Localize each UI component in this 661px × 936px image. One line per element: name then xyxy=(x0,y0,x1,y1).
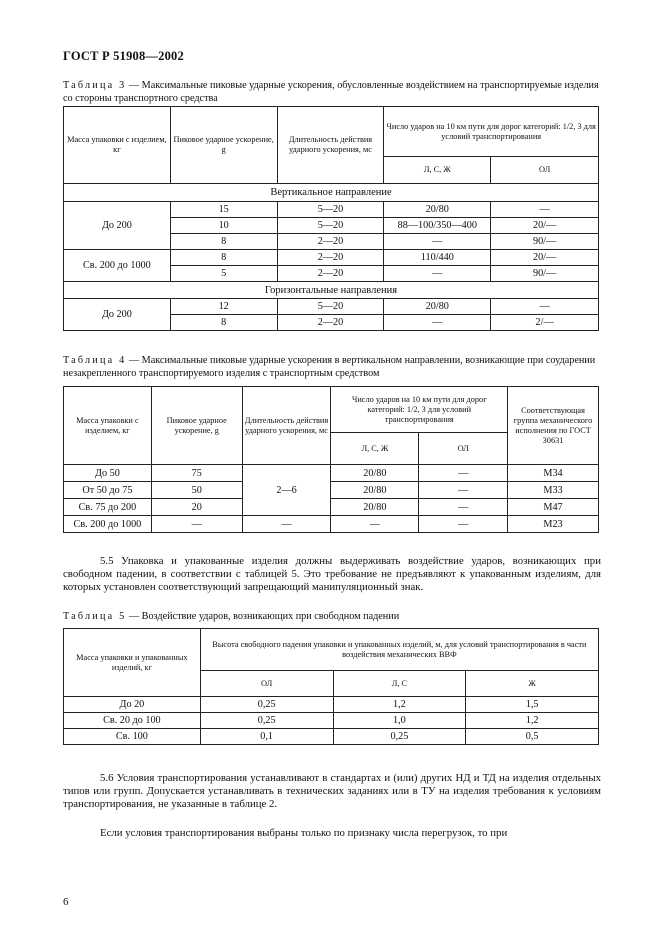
table-cell: 90/— xyxy=(491,234,599,250)
table-cell: — xyxy=(419,499,508,516)
table-cell: — xyxy=(419,465,508,482)
table-cell: До 50 xyxy=(64,465,152,482)
table-cell: 20/80 xyxy=(331,482,419,499)
table-cell: До 20 xyxy=(64,697,201,713)
table3-caption-label: Таблица 3 xyxy=(63,80,127,91)
table3-section-vertical: Вертикальное направление xyxy=(64,184,599,202)
table-cell: 1,0 xyxy=(333,713,466,729)
table5-header-mass: Масса упаковки и упакованных изделий, кг xyxy=(64,629,201,697)
document-header: ГОСТ Р 51908—2002 xyxy=(63,49,184,63)
table-cell: — xyxy=(491,299,599,315)
table-cell: Св. 200 до 1000 xyxy=(64,516,152,533)
table-cell: 5—20 xyxy=(277,202,384,218)
table3-caption-text: — Максимальные пиковые ударные ускорения, обусловленные воздействием на транспортируемые изделия со стороны транспортного средства xyxy=(63,80,599,104)
table-cell: — xyxy=(384,266,491,282)
table5-caption xyxy=(63,611,603,624)
table-cell: 20/80 xyxy=(331,499,419,516)
table4-header-duration: Длительность действия ударного ускорения, мс xyxy=(242,387,331,465)
table-cell: М47 xyxy=(508,499,599,516)
table-cell: — xyxy=(491,202,599,218)
table-cell: 20 xyxy=(151,499,242,516)
table-cell: 8 xyxy=(170,234,277,250)
table3 xyxy=(63,106,599,331)
table-cell: 5 xyxy=(170,266,277,282)
table4-duration-merged: 2—6 xyxy=(242,465,331,516)
table-cell: 75 xyxy=(151,465,242,482)
table5-caption-text: — Воздействие ударов, возникающих при свободном падении xyxy=(126,611,400,622)
table4-header-peak: Пиковое ударное ускорение, g xyxy=(151,387,242,465)
table-cell: 8 xyxy=(170,250,277,266)
table-cell: 20/80 xyxy=(384,299,491,315)
table-cell: 5—20 xyxy=(277,218,384,234)
table-cell: 90/— xyxy=(491,266,599,282)
table4-caption xyxy=(63,355,603,380)
table-cell: 0,25 xyxy=(333,729,466,745)
table-cell: 1,2 xyxy=(466,713,599,729)
table-cell: 0,5 xyxy=(466,729,599,745)
table4-caption-text: — Максимальные пиковые ударные ускорения в вертикальном направлении, возникающие при соударении незакрепленного транспортируемого изделия с транспортным средством xyxy=(63,355,596,379)
table5-header-j: Ж xyxy=(466,671,599,697)
table3-header-lsj: Л, С, Ж xyxy=(384,157,491,184)
page-number: 6 xyxy=(63,896,69,908)
table-cell: 15 xyxy=(170,202,277,218)
table3-caption xyxy=(63,80,603,105)
table3-section-horizontal: Горизонтальные направления xyxy=(64,282,599,299)
table4-header-group: Соответствующая группа механического исполнения по ГОСТ 30631 xyxy=(508,387,599,465)
table-cell: 0,1 xyxy=(200,729,333,745)
table-cell: 2—20 xyxy=(277,315,384,331)
table-cell: 50 xyxy=(151,482,242,499)
table-cell: 2—20 xyxy=(277,250,384,266)
paragraph-5-5: 5.5 Упаковка и упакованные изделия должны выдерживать воздействие ударов, возникающих при свободном падении, в соответствии с таблицей 5. Это требование не предъявляют к упакованным изделиям, для которых установлен соответствующий запрещающий манипуляционный знак. xyxy=(63,555,601,594)
table-cell: — xyxy=(151,516,242,533)
table-cell: Св. 100 xyxy=(64,729,201,745)
table-cell: 88—100/350—400 xyxy=(384,218,491,234)
table-cell: — xyxy=(419,516,508,533)
table4 xyxy=(63,386,599,533)
table-cell: Св. 200 до 1000 xyxy=(64,250,171,282)
table-cell: — xyxy=(331,516,419,533)
table-cell: 5—20 xyxy=(277,299,384,315)
table4-header-mass: Масса упаковки с изделием, кг xyxy=(64,387,152,465)
table4-caption-label: Таблица 4 xyxy=(63,355,127,366)
table5-header-height: Высота свободного падения упаковки и упакованных изделий, м, для условий транспортирования в части воздействия механических ВВФ xyxy=(200,629,598,671)
table-cell: Св. 75 до 200 xyxy=(64,499,152,516)
table-cell: 2/— xyxy=(491,315,599,331)
table4-header-lsj: Л, С, Ж xyxy=(331,433,419,465)
table-cell: 10 xyxy=(170,218,277,234)
table5-header-ls: Л, С xyxy=(333,671,466,697)
table5 xyxy=(63,628,599,745)
table3-header-peak: Пиковое ударное ускорение, g xyxy=(170,107,277,184)
table-cell: — xyxy=(242,516,331,533)
table5-caption-label: Таблица 5 xyxy=(63,611,127,622)
table-cell: — xyxy=(384,234,491,250)
table-cell: 0,25 xyxy=(200,697,333,713)
table-cell: 110/440 xyxy=(384,250,491,266)
table-cell: До 200 xyxy=(64,202,171,250)
table-cell: 8 xyxy=(170,315,277,331)
table-cell: 20/— xyxy=(491,250,599,266)
paragraph-5-6: 5.6 Условия транспортирования устанавливают в стандартах и (или) других НД и ТД на изделия отдельных типов или групп. Допускается устанавливать в технических заданиях или в ТУ на изделия требования к условиям транспортирования, не указанные в таблице 2. xyxy=(63,772,601,811)
table-cell: 20/80 xyxy=(331,465,419,482)
table-cell: Св. 20 до 100 xyxy=(64,713,201,729)
table-cell: М34 xyxy=(508,465,599,482)
table-cell: 2—20 xyxy=(277,266,384,282)
table-cell: 1,2 xyxy=(333,697,466,713)
paragraph-continuation: Если условия транспортирования выбраны только по признаку числа перегрузок, то при xyxy=(100,827,508,839)
table-cell: М33 xyxy=(508,482,599,499)
table4-header-count: Число ударов на 10 км пути для дорог категорий: 1/2, 3 для условий транспортирования xyxy=(331,387,508,433)
table-cell: 12 xyxy=(170,299,277,315)
table-cell: — xyxy=(419,482,508,499)
table-cell: 20/— xyxy=(491,218,599,234)
table-cell: 20/80 xyxy=(384,202,491,218)
table-cell: 2—20 xyxy=(277,234,384,250)
table5-header-ol: ОЛ xyxy=(200,671,333,697)
table-cell: До 200 xyxy=(64,299,171,331)
table-cell: М23 xyxy=(508,516,599,533)
table3-header-count: Число ударов на 10 км пути для дорог категорий: 1/2, 3 для условий транспортирования xyxy=(384,107,599,157)
table3-header-mass: Масса упаковки с изделием, кг xyxy=(64,107,171,184)
table3-header-duration: Длительность действия ударного ускорения, мс xyxy=(277,107,384,184)
table3-header-ol: ОЛ xyxy=(491,157,599,184)
table4-header-ol: ОЛ xyxy=(419,433,508,465)
table-cell: 0,25 xyxy=(200,713,333,729)
table-cell: 1,5 xyxy=(466,697,599,713)
table-cell: — xyxy=(384,315,491,331)
table-cell: От 50 до 75 xyxy=(64,482,152,499)
